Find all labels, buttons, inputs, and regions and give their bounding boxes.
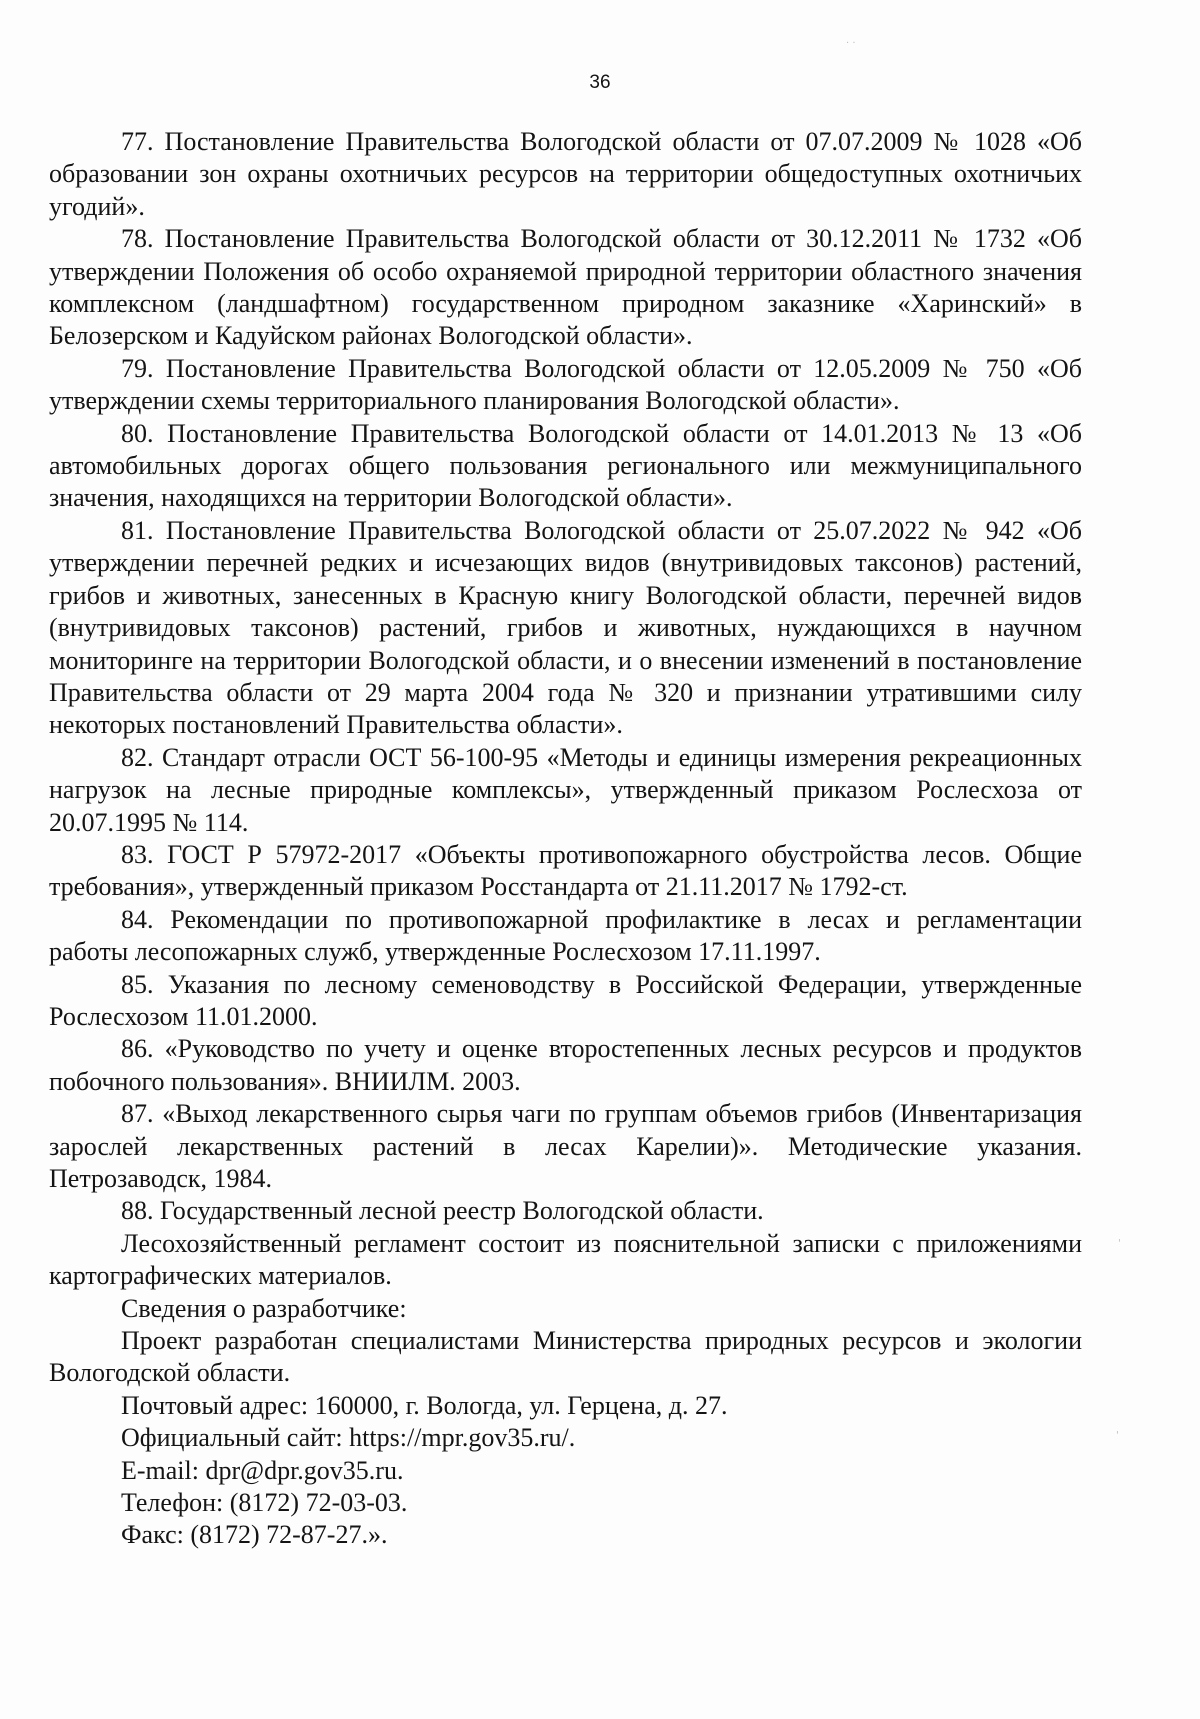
page-number: 36 xyxy=(589,72,611,93)
list-item-78: 78. Постановление Правительства Вологодской области от 30.12.2011 № 1732 «Об утверждении Положения об особо охраняемой природной территории областного значения комплексном (ландшафтном) государственном природном заказнике «Харинский» в Белозерском и Кадуйском районах Вологодской области». xyxy=(49,224,1082,351)
developer-info-paragraph: Проект разработан специалистами Министерства природных ресурсов и экологии Вологодской области. xyxy=(49,1326,1082,1388)
list-item-85: 85. Указания по лесному семеноводству в Российской Федерации, утвержденные Рослесхозом 11.01.2000. xyxy=(49,969,1082,1031)
list-item-83: 83. ГОСТ Р 57972-2017 «Объекты противопожарного обустройства лесов. Общие требования», утвержденный приказом Росстандарта от 21.11.2017 № 1792-ст. xyxy=(49,839,1082,902)
list-item-82: 82. Стандарт отрасли ОСТ 56-100-95 «Методы и единицы измерения рекреационных нагрузок на лесные природные комплексы», утвержденный приказом Рослесхоза от 20.07.1995 № 114. xyxy=(49,742,1082,837)
official-website: Официальный сайт: https://mpr.gov35.ru/. xyxy=(121,1423,576,1453)
list-item-79: 79. Постановление Правительства Вологодской области от 12.05.2009 № 750 «Об утверждении схемы территориального планирования Вологодской области». xyxy=(49,353,1082,416)
postal-address: Почтовый адрес: 160000, г. Вологда, ул. Герцена, д. 27. xyxy=(121,1390,728,1420)
list-item-87: 87. «Выход лекарственного сырья чаги по группам объемов грибов (Инвентаризация зарослей лекарственных растений в лесах Карелии)». Методические указания. Петрозаводск, 1984. xyxy=(49,1099,1082,1193)
scan-speck: ' xyxy=(1116,1430,1119,1441)
fax-number: Факс: (8172) 72-87-27.». xyxy=(121,1520,388,1550)
scan-speck: · · xyxy=(846,38,856,49)
list-item-88: 88. Государственный лесной реестр Вологодской области. xyxy=(121,1196,764,1226)
phone-number: Телефон: (8172) 72-03-03. xyxy=(121,1488,408,1518)
list-item-77: 77. Постановление Правительства Вологодской области от 07.07.2009 № 1028 «Об образовании зон охраны охотничьих ресурсов на территории общедоступных охотничьих угодий». xyxy=(49,127,1082,221)
list-item-80: 80. Постановление Правительства Вологодской области от 14.01.2013 № 13 «Об автомобильных дорогах общего пользования регионального или межмуниципального значения, находящихся на территории Вологодской области». xyxy=(49,418,1082,513)
list-item-81: 81. Постановление Правительства Вологодской области от 25.07.2022 № 942 «Об утверждении перечней редких и исчезающих видов (внутривидовых таксонов) растений, грибов и животных, занесенных в Красную книгу Вологодской области, перечней видов (внутривидовых таксонов) растений, грибов и животных, нуждающихся в научном мониторинге на территории Вологодской области, и о внесении изменений в постановление Правительства области от 29 марта 2004 года № 320 и признании утратившими силу некоторых постановлений Правительства области». xyxy=(49,515,1082,740)
document-body xyxy=(49,126,1082,1552)
developer-info-heading: Сведения о разработчике: xyxy=(121,1293,407,1323)
email-address: E-mail: dpr@dpr.gov35.ru. xyxy=(121,1455,404,1485)
regulation-structure-paragraph: Лесохозяйственный регламент состоит из пояснительной записки с приложениями картографических материалов. xyxy=(49,1228,1082,1291)
list-item-84: 84. Рекомендации по противопожарной профилактике в лесах и регламентации работы лесопожарных служб, утвержденные Рослесхозом 17.11.1997. xyxy=(49,904,1082,967)
list-item-86: 86. «Руководство по учету и оценке второстепенных лесных ресурсов и продуктов побочного пользования». ВНИИЛМ. 2003. xyxy=(49,1034,1082,1096)
scan-speck: ' xyxy=(1118,1238,1121,1249)
